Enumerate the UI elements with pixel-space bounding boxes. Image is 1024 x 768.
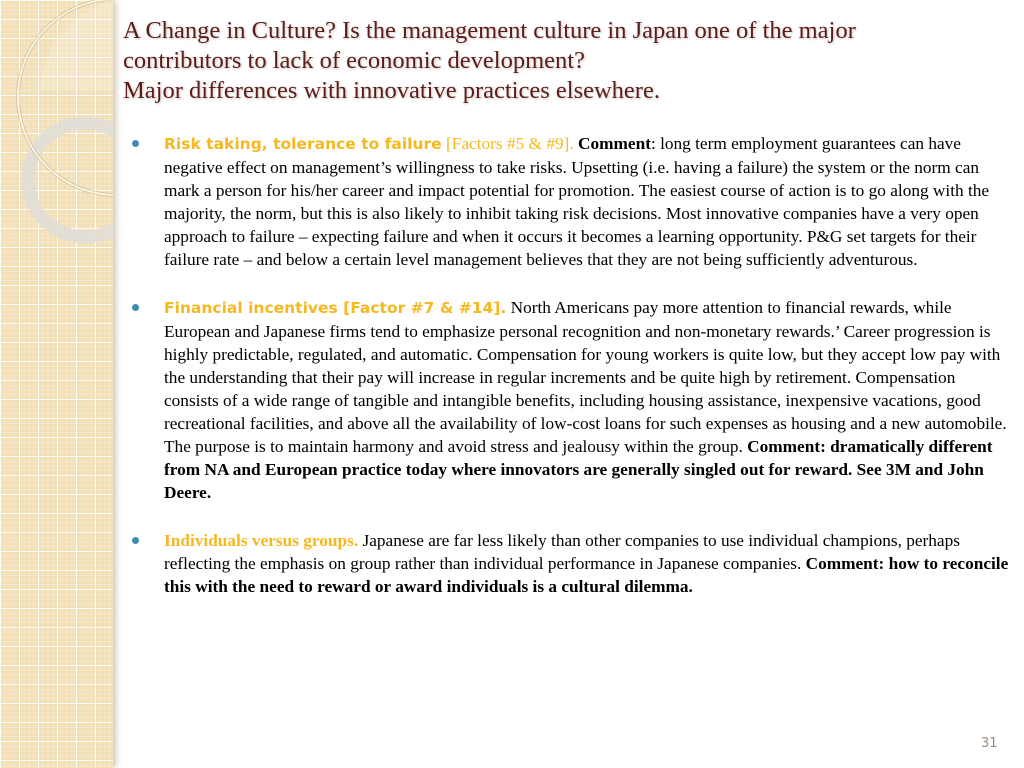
bullet-heading: Financial incentives [Factor #7 & #14].: [164, 299, 507, 317]
bullet-comment: Comment: how to reconcile this with the need to reward or award individuals is a cultural dilemma.: [164, 554, 1009, 596]
bullet-body: : long term employment guarantees can have negative effect on management’s willingness to take risks. Upsetting (i.e. having a failure) the system or the norm can mark a person for his/her career and impact potential for promotion. The easiest course of action is to go along with the majority, the norm, but this is also likely to inhibit taking risk decisions. Most innovative companies have a very open approach to failure – expecting failure and when it occurs it becomes a learning opportunity. P&G set targets for their failure rate – and below a certain level management believes that they are not being sufficiently adventurous.: [164, 134, 990, 269]
decorative-side-panel: [0, 0, 113, 768]
bullet-body: Japanese are far less likely than other companies to use individual champions, perhaps reflecting the emphasis on group rather than individual performance in Japanese companies.: [164, 531, 960, 573]
slide-title: [123, 16, 1003, 106]
bullet-heading: Individuals versus groups.: [164, 531, 359, 550]
slide-content: [129, 132, 1014, 598]
decorative-circles-icon: [0, 0, 113, 768]
bullet-dot-icon: [132, 537, 139, 544]
comment-label: Comment: [573, 134, 651, 153]
title-line-1: A Change in Culture? Is the management culture in Japan one of the major: [123, 17, 856, 44]
bullet-factors: [Factors #5 & #9].: [441, 134, 574, 153]
title-line-3: Major differences with innovative practices elsewhere.: [123, 77, 660, 104]
bullet-financial-incentives: [129, 296, 1014, 504]
bullet-heading: Risk taking, tolerance to failure: [164, 135, 442, 153]
bullet-body: North Americans pay more attention to financial rewards, while European and Japanese firms tend to emphasize personal recognition and non-monetary rewards.’ Career progression is highly predictable, regulated, and automatic. Compensation for young workers is quite low, but they accept low pay with the understanding that their pay will increase in regular increments and be quite high by retirement. Compensation consists of a wide range of tangible and intangible benefits, including housing assistance, inexpensive vacations, good recreational facilities, and above all the availability of low-cost loans for such expenses as housing and a new automobile. The purpose is to maintain harmony and avoid stress and jealousy within the group.: [164, 298, 1007, 456]
page-number: 31: [981, 736, 998, 751]
title-line-2: contributors to lack of economic development?: [123, 47, 585, 74]
bullet-individuals-vs-groups: [129, 529, 1014, 598]
bullet-dot-icon: [132, 140, 139, 147]
bullet-comment: Comment: dramatically different from NA and European practice today where innovators are generally singled out for reward. See 3M and John Deere.: [164, 437, 993, 502]
bullet-dot-icon: [132, 304, 139, 311]
bullet-risk-taking: [129, 132, 1014, 271]
